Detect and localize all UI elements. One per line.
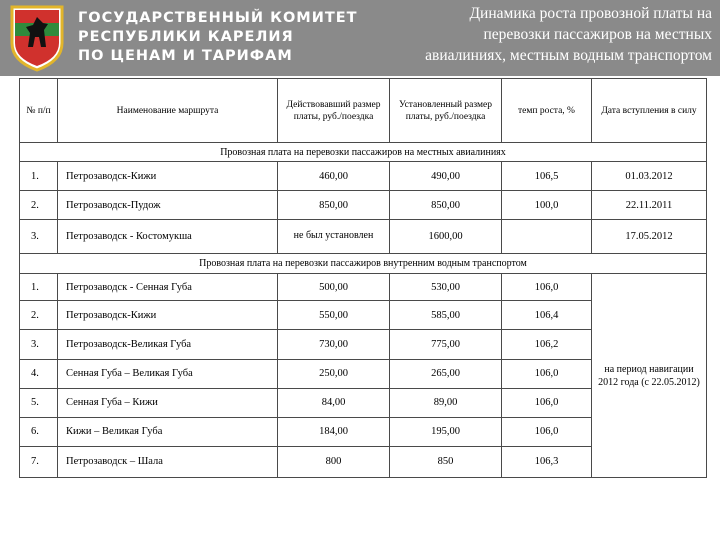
table-row bbox=[20, 274, 707, 301]
new-fare: 1600,00 bbox=[390, 220, 502, 253]
org-line: ГОСУДАРСТВЕННЫЙ КОМИТЕТ bbox=[78, 10, 358, 26]
old-fare: 800 bbox=[278, 446, 390, 477]
row-number: 7. bbox=[20, 446, 58, 477]
growth-rate: 106,0 bbox=[502, 359, 592, 388]
section-title: Провозная плата на перевозки пассажиров на местных авиалиниях bbox=[20, 143, 707, 162]
slide-title bbox=[382, 3, 712, 66]
effective-date: 17.05.2012 bbox=[592, 220, 707, 253]
new-fare: 89,00 bbox=[390, 388, 502, 417]
column-header-date: Дата вступления в силу bbox=[592, 79, 707, 143]
table-row bbox=[20, 191, 707, 220]
row-number: 4. bbox=[20, 359, 58, 388]
title-line: Динамика роста провозной платы на bbox=[469, 5, 712, 22]
column-header-old-fare: Действовавший размер платы, руб./поездка bbox=[278, 79, 390, 143]
growth-rate: 100,0 bbox=[502, 191, 592, 220]
table-row bbox=[20, 162, 707, 191]
new-fare: 195,00 bbox=[390, 417, 502, 446]
row-number: 6. bbox=[20, 417, 58, 446]
growth-rate: 106,2 bbox=[502, 330, 592, 359]
new-fare: 490,00 bbox=[390, 162, 502, 191]
organization-name bbox=[78, 9, 358, 66]
row-number: 2. bbox=[20, 301, 58, 330]
table-header-row bbox=[20, 79, 707, 143]
route-name: Петрозаводск-Кижи bbox=[58, 162, 278, 191]
old-fare: 460,00 bbox=[278, 162, 390, 191]
new-fare: 850 bbox=[390, 446, 502, 477]
section-header-air bbox=[20, 143, 707, 162]
row-number: 3. bbox=[20, 220, 58, 253]
old-fare: 84,00 bbox=[278, 388, 390, 417]
route-name: Петрозаводск-Кижи bbox=[58, 301, 278, 330]
table-row bbox=[20, 220, 707, 253]
effective-date: 01.03.2012 bbox=[592, 162, 707, 191]
route-name: Петрозаводск - Костомукша bbox=[58, 220, 278, 253]
title-line: перевозки пассажиров на местных bbox=[483, 26, 712, 43]
old-fare: 550,00 bbox=[278, 301, 390, 330]
org-line: ПО ЦЕНАМ И ТАРИФАМ bbox=[78, 48, 293, 64]
route-name: Петрозаводск-Пудож bbox=[58, 191, 278, 220]
growth-rate: 106,4 bbox=[502, 301, 592, 330]
effective-date: 22.11.2011 bbox=[592, 191, 707, 220]
old-fare: не был установлен bbox=[278, 220, 390, 253]
row-number: 5. bbox=[20, 388, 58, 417]
growth-rate: 106,0 bbox=[502, 417, 592, 446]
growth-rate bbox=[502, 220, 592, 253]
growth-rate: 106,3 bbox=[502, 446, 592, 477]
new-fare: 850,00 bbox=[390, 191, 502, 220]
growth-rate: 106,5 bbox=[502, 162, 592, 191]
old-fare: 250,00 bbox=[278, 359, 390, 388]
column-header-route: Наименование маршрута bbox=[58, 79, 278, 143]
row-number: 1. bbox=[20, 274, 58, 301]
title-line: авиалиниях, местным водным транспортом bbox=[425, 47, 712, 64]
route-name: Петрозаводск - Сенная Губа bbox=[58, 274, 278, 301]
route-name: Сенная Губа – Кижи bbox=[58, 388, 278, 417]
old-fare: 730,00 bbox=[278, 330, 390, 359]
header-banner bbox=[0, 0, 720, 76]
org-line: РЕСПУБЛИКИ КАРЕЛИЯ bbox=[78, 29, 294, 45]
section-header-water bbox=[20, 253, 707, 274]
route-name: Кижи – Великая Губа bbox=[58, 417, 278, 446]
old-fare: 184,00 bbox=[278, 417, 390, 446]
column-header-number: № п/п bbox=[20, 79, 58, 143]
growth-rate: 106,0 bbox=[502, 388, 592, 417]
new-fare: 585,00 bbox=[390, 301, 502, 330]
row-number: 2. bbox=[20, 191, 58, 220]
column-header-new-fare: Установленный размер платы, руб./поездка bbox=[390, 79, 502, 143]
new-fare: 530,00 bbox=[390, 274, 502, 301]
route-name: Петрозаводск-Великая Губа bbox=[58, 330, 278, 359]
karelia-emblem-icon bbox=[6, 3, 68, 76]
old-fare: 500,00 bbox=[278, 274, 390, 301]
fare-table bbox=[19, 78, 707, 478]
column-header-growth: темп роста, % bbox=[502, 79, 592, 143]
navigation-period-date: на период навигации 2012 года (с 22.05.2012) bbox=[592, 274, 707, 478]
route-name: Петрозаводск – Шала bbox=[58, 446, 278, 477]
new-fare: 775,00 bbox=[390, 330, 502, 359]
route-name: Сенная Губа – Великая Губа bbox=[58, 359, 278, 388]
row-number: 1. bbox=[20, 162, 58, 191]
section-title: Провозная плата на перевозки пассажиров внутренним водным транспортом bbox=[20, 253, 707, 274]
growth-rate: 106,0 bbox=[502, 274, 592, 301]
row-number: 3. bbox=[20, 330, 58, 359]
new-fare: 265,00 bbox=[390, 359, 502, 388]
old-fare: 850,00 bbox=[278, 191, 390, 220]
